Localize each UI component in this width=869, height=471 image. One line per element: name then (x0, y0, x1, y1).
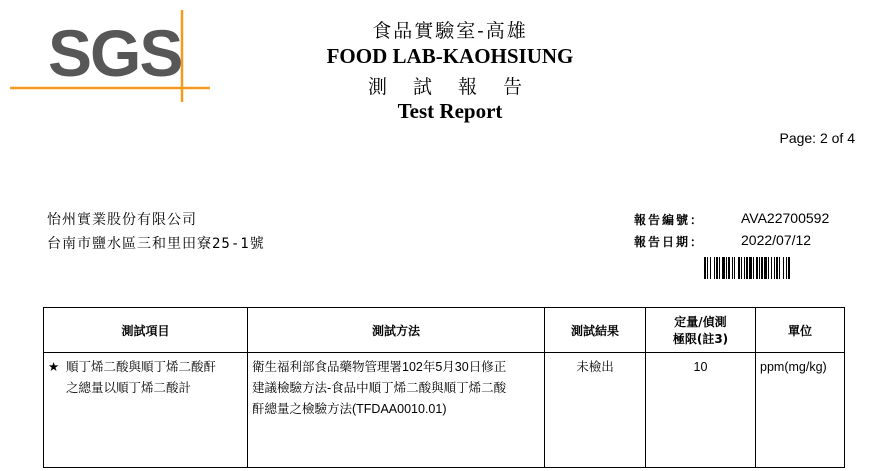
cell-test-method (248, 353, 545, 468)
report-number-label: 報告編號： (634, 213, 705, 227)
star-marker: ★ (48, 360, 60, 374)
report-number: AVA22700592 (741, 210, 830, 226)
header-limit (646, 308, 756, 353)
results-table (43, 307, 845, 468)
header-limit-line2: 極限(註3) (672, 332, 729, 346)
report-title-zh: 測 試 報 告 (367, 76, 533, 98)
lab-name-en: FOOD LAB-KAOHSIUNG (326, 44, 574, 68)
table-header-row (44, 308, 845, 353)
report-date: 2022/07/12 (741, 232, 812, 248)
page-number: Page: 2 of 4 (779, 130, 855, 146)
table-row (44, 353, 845, 468)
client-address: 台南市鹽水區三和里田寮25-1號 (47, 236, 265, 252)
header-test-item: 測試項目 (44, 308, 248, 353)
method-line: 建議檢驗方法-食品中順丁烯二酸與順丁烯二酸 (252, 381, 507, 395)
method-line: 衛生福利部食品藥物管理署102年5月30日修正 (252, 360, 507, 374)
header-limit-line1: 定量/偵測 (674, 315, 727, 329)
report-title-en: Test Report (397, 99, 503, 123)
sgs-logo (10, 10, 210, 102)
cell-unit: ppm(mg/kg) (756, 353, 845, 468)
report-date-label: 報告日期： (634, 235, 705, 249)
method-line: 酐總量之檢驗方法(TFDAA0010.01) (252, 402, 447, 416)
barcode-image (704, 257, 831, 279)
cell-test-result: 未檢出 (545, 353, 646, 468)
header-test-method: 測試方法 (248, 308, 545, 353)
lab-name-zh: 食品實驗室-高雄 (372, 20, 528, 42)
svg-text:SGS: SGS (48, 16, 182, 90)
cell-test-item (44, 353, 248, 468)
header-unit: 單位 (756, 308, 845, 353)
item-line: 順丁烯二酸與順丁烯二酸酐 (66, 360, 217, 374)
header-test-result: 測試結果 (545, 308, 646, 353)
cell-limit: 10 (646, 353, 756, 468)
client-name: 怡州實業股份有限公司 (47, 212, 197, 228)
item-line: 之總量以順丁烯二酸計 (66, 381, 192, 395)
